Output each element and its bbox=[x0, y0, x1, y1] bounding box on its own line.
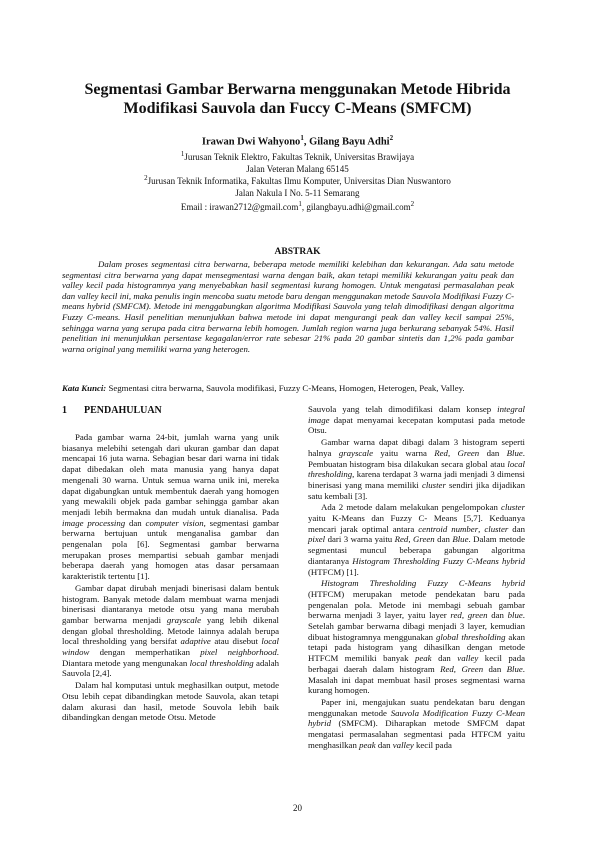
text-run: , bbox=[453, 663, 462, 674]
text-run: yang lebih dikenal dengan global thresholding. Metode lainnya adalah berupa local thresholding yang bersifat bbox=[62, 614, 279, 647]
italic-term: valley bbox=[457, 653, 479, 664]
italic-term: grayscale bbox=[166, 614, 202, 625]
text-run: dari 3 warna yaitu bbox=[325, 534, 395, 545]
text-run: kecil pada bbox=[413, 739, 452, 750]
text-run: kecil pada berbagai daerah dalam histogram bbox=[308, 653, 525, 674]
text-run: dan bbox=[375, 739, 393, 750]
italic-term: pixel bbox=[308, 534, 326, 545]
keywords-label: Kata Kunci: bbox=[62, 383, 107, 393]
section-heading bbox=[62, 405, 162, 416]
text-run: Dalam hal komputasi untuk meghasilkan output, metode Otsu lebih cepat dibandingkan metode Sauvola, akan tetapi dalam akurasi dan hasil, metode Souvola lebih baik dibandingkan dengan metode Otsu. Metode bbox=[62, 680, 279, 723]
paper-title bbox=[62, 80, 533, 118]
left-column bbox=[62, 432, 279, 724]
italic-term: Red bbox=[440, 663, 454, 674]
paragraph bbox=[62, 680, 279, 723]
text-run: akan tetapi pada histogram yang dihasilkan dengan metode HTFCM memiliki banyak bbox=[308, 631, 525, 664]
text-run: dan bbox=[125, 517, 146, 528]
italic-term: global thresholding bbox=[435, 631, 506, 642]
affiliation-text: Jurusan Teknik Informatika, Fakultas Ilmu Komputer, Universitas Dian Nuswantoro bbox=[147, 176, 451, 186]
text-run: adalah Sauvola [2,4]. bbox=[62, 657, 280, 679]
text-run: yaitu warna bbox=[373, 447, 435, 458]
italic-term: local thresholding bbox=[189, 657, 254, 668]
text-run: dengan memperhatikan bbox=[89, 647, 201, 658]
italic-term: Blue bbox=[452, 534, 469, 545]
text-run: dan bbox=[479, 447, 507, 458]
title-line-1: Segmentasi Gambar Berwarna menggunakan Metode Hibrida bbox=[84, 81, 511, 98]
text-run: dan bbox=[434, 534, 453, 545]
section-number: 1 bbox=[62, 405, 67, 416]
title-line-2: Modifikasi Sauvola dan Fuccy C-Means (SMFCM) bbox=[123, 100, 472, 117]
affiliation-address: Jalan Nakula I No. 5-11 Semarang bbox=[235, 187, 360, 198]
italic-term: pixel neighborhood bbox=[200, 647, 277, 658]
italic-term: peak bbox=[414, 653, 432, 664]
text-run: , bbox=[461, 610, 468, 621]
affiliation-line bbox=[62, 149, 533, 164]
author-separator: , bbox=[303, 136, 310, 148]
italic-term: Blue bbox=[506, 663, 523, 674]
italic-term: computer vision bbox=[145, 517, 204, 528]
italic-term: Blue bbox=[506, 447, 523, 458]
italic-term: cluster bbox=[501, 502, 525, 513]
text-run: dan bbox=[431, 653, 458, 664]
affiliation-line bbox=[62, 173, 533, 188]
italic-term: Green bbox=[461, 663, 484, 674]
text-run: Sauvola yang telah dimodifikasi dalam konsep bbox=[308, 404, 498, 414]
email-sup: 2 bbox=[410, 200, 415, 208]
email-text: Email : irawan2712@gmail.com bbox=[180, 202, 299, 212]
italic-term: grayscale bbox=[338, 447, 374, 458]
text-run: Paper ini, mengajukan suatu pendekatan baru dengan menggunakan metode bbox=[308, 696, 525, 718]
email-text: , gilangbayu.adhi@gmail.com bbox=[301, 202, 411, 212]
italic-term: integral image bbox=[308, 404, 525, 425]
italic-term: image processing bbox=[62, 517, 126, 528]
text-run: , karena terdapat 3 warna jadi menjadi 3 dimensi binerisasi yang mana memiliki bbox=[308, 469, 525, 490]
keywords-text: Segmentasi citra berwarna, Sauvola modifikasi, Fuzzy C-Means, Homogen, Heterogen, Peak, Valley. bbox=[106, 383, 465, 393]
italic-term: Green bbox=[413, 534, 435, 545]
author-name: Irawan Dwi Wahyono bbox=[201, 136, 301, 148]
text-run: . Masalah ini dapat membuat hasil proses segmentasi warna kurang homogen. bbox=[308, 663, 525, 696]
text-run: Gambar warna dapat dibagi dalam 3 histogram seperti halnya bbox=[308, 437, 525, 458]
paragraph bbox=[308, 404, 525, 436]
right-column bbox=[308, 404, 525, 752]
page-number: 20 bbox=[293, 803, 302, 813]
paragraph bbox=[62, 432, 279, 582]
italic-term: Red bbox=[394, 534, 409, 545]
affiliation-text: Jurusan Teknik Elektro, Fakultas Teknik, Universitas Brawijaya bbox=[184, 152, 415, 162]
italic-term: blue bbox=[507, 610, 523, 621]
text-run: (HTFCM) merupakan metode pendekatan baru pada pengenalan pola. Metode ini membagi sebuah gambar berwarna menjadi 3 layer, yaitu layer bbox=[308, 588, 525, 621]
italic-term: local thresholding bbox=[308, 458, 525, 480]
author-sup: 1 bbox=[300, 134, 304, 142]
italic-term: green bbox=[467, 610, 488, 621]
text-run: dan bbox=[508, 523, 525, 534]
text-run: , bbox=[478, 523, 485, 534]
email-line bbox=[62, 199, 533, 214]
text-run: atau disebut bbox=[210, 636, 262, 647]
text-run: yaitu K-Means dan Fuzzy C- Means [5,7]. Keduanya mencari jarak optimal antara bbox=[308, 513, 525, 534]
italic-term: adaptive bbox=[180, 636, 211, 647]
paragraph bbox=[308, 437, 525, 501]
italic-term: cluster bbox=[484, 523, 509, 534]
author-name: Gilang Bayu Adhi bbox=[309, 136, 390, 148]
keywords bbox=[62, 383, 514, 394]
italic-term: Sauvola Modification Fuzzy C-Mean hybrid bbox=[308, 707, 525, 729]
text-run: Pada gambar warna 24-bit, jumlah warna yang unik biasanya melebihi setengah dari ukuran gambar dan dapat mencapai 16 juta warna. Sebagian besar dari warna ini tidak dapat dibedakan oleh mata manusia yang hanya dapat mengenali 30 warna. Untuk semua warna unik ini, mereka dapat digabungkan untuk membentuk daerah yang homogen yang mewakili objek pada gambar sehingga gambar akan menjadi lebih bermakna dan mudah untuk dianalisa. Pada bbox=[62, 432, 279, 517]
text-run: , segmentasi gambar berwarna bertujuan untuk menganalisa gambar dan pengenalan pola [6]. Segmentasi gambar berwarna merupakan proses mempartisi sebuah gambar menjadi beberapa daerah yang homogen atas dasar persamaan karakteristik tertentu [1]. bbox=[62, 517, 279, 582]
italic-term: Histogram Thresholding Fuzzy C-Means hybrid bbox=[321, 578, 525, 589]
text-run: . Setelah gambar berwarna dibagi menjadi 3 layer, kemudian dibuat histogramnya menggunakan bbox=[308, 610, 525, 642]
italic-term: Green bbox=[457, 447, 480, 458]
email-sup: 1 bbox=[298, 200, 302, 208]
text-run: sendiri jika dijadikan satu kembali [3]. bbox=[308, 479, 525, 501]
text-run: dan bbox=[487, 610, 508, 621]
text-run: . Dalam metode segmentasi muncul beberapa gabungan algoritma diantaranya bbox=[308, 534, 525, 566]
italic-term: Red bbox=[434, 447, 448, 458]
italic-term: local window bbox=[62, 636, 279, 658]
paragraph bbox=[308, 578, 525, 696]
text-run: . Pembuatan histogram bisa dilakukan secara global atau bbox=[308, 447, 525, 469]
italic-term: red bbox=[450, 610, 462, 621]
italic-term: peak bbox=[359, 739, 376, 750]
text-run: dan bbox=[483, 663, 507, 674]
abstract-text: Dalam proses segmentasi citra berwarna, beberapa metode memiliki kelebihan dan kekurangan. Ada satu metode segmentasi citra berwarna yang dapat mensegmentasi warna dengan baik, akan tetapi memiliki kekurangan yaitu peak dan valley kecil pada histogramnya yang menyebabkan hasil segmentasi kurang homogen. Untuk mengatasi permasalahan peak dan valley kecil ini, maka penulis ingin mencoba suatu metode baru dengan menggunakan metode Sauvola Modifikasi Fuzzy C-means hybrid (SMFCM). Metode ini menggabungkan algoritma Modifikasi Sauvola yang telah dimodifikasi dengan algoritma Fuzzy C-means. Hasil penelitian menunjukkan bahwa metode ini dapat mengurangi peak dan valley kecil sampai 25%, sehingga warna yang serupa pada citra berwarna lebih homogen. Jumlah region warna juga berkurang sebanyak 54%. Hasil penelitian ini menunjukkan persentase kegagalan/error rate sebesar 21% pada 20 gambar sintetis dan 1,2% pada gambar warna original yang memiliki warna yang heterogen. bbox=[62, 259, 514, 354]
italic-term: Histogram Thresholding Fuzzy C-Means hybrid bbox=[352, 555, 525, 566]
text-run: , bbox=[408, 534, 414, 545]
text-run: , bbox=[447, 447, 458, 458]
author-sup: 2 bbox=[389, 134, 394, 142]
affiliation-sup: 2 bbox=[144, 174, 148, 182]
author-list bbox=[62, 134, 533, 148]
text-run: Ada 2 metode dalam melakukan pengelompokan bbox=[321, 502, 502, 513]
section-title: PENDAHULUAN bbox=[84, 405, 162, 416]
text-run: dapat menyamai kecepatan komputasi pada metode Otsu. bbox=[308, 414, 525, 436]
text-run: . Diantara metode yang mengunakan bbox=[62, 647, 279, 668]
text-run: (HTFCM) [1]. bbox=[308, 566, 359, 577]
affiliation-2 bbox=[62, 173, 533, 214]
italic-term: centroid number bbox=[418, 523, 479, 534]
abstract-heading: ABSTRAK bbox=[274, 247, 321, 257]
paragraph bbox=[308, 502, 525, 577]
text-run: Gambar dapat dirubah menjadi binerisasi dalam bentuk histogram. Banyak metode dalam membuat warna menjadi binerisasi diantaranya metode otsu yang mana merubah gambar berwarna menjadi bbox=[62, 582, 279, 625]
affiliation-1 bbox=[62, 149, 533, 175]
italic-term: valley bbox=[392, 739, 414, 750]
paragraph bbox=[62, 583, 279, 679]
italic-term: cluster bbox=[421, 479, 446, 490]
text-run: (SMFCM). Diharapkan metode SMFCM dapat mengatasi permasalahan segmentasi pada HTFCM yaitu menghasilkan bbox=[308, 718, 525, 750]
affiliation-address: Jalan Veteran Malang 65145 bbox=[246, 163, 349, 174]
paragraph bbox=[308, 697, 525, 751]
affiliation-sup: 1 bbox=[180, 150, 185, 158]
